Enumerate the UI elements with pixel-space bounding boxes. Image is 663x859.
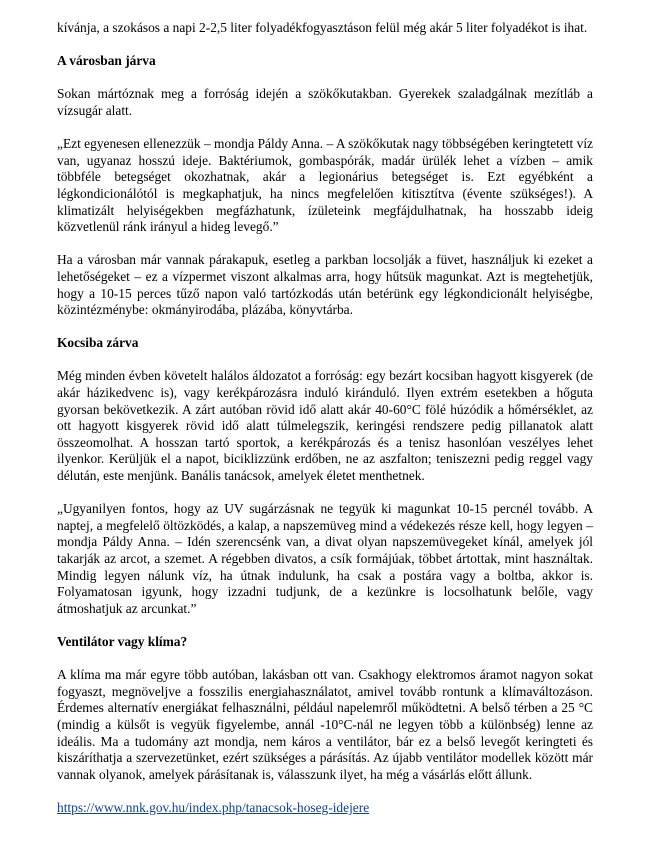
document-page xyxy=(57,20,593,833)
fan-paragraph-1: A klíma ma már egyre több autóban, lakásban ott van. Csakhogy elektromos áramot nagyon sokat fogyaszt, megnöveljve a fosszilis energiahasználatot, amivel tovább rontunk a klímaváltozáson. Érdemes alternatív energiákat felhasználni, például napelemről működtetni. A belső térben a 25 °C (mindig a külsőt is vegyük figyelembe, annál -10°C-nál ne legyen több a különbség) lenne az ideális. Ma a tudomány azt mondja, nem káros a ventilátor, bár ez a belső levegőt keringteti és kiszáríthatja a szervezetünket, ezért szükséges a párásítás. Az újabb ventilátor modellek között már vannak olyanok, amelyek párásítanak is, válasszunk ilyet, ha még a vásárlás előtt állunk. xyxy=(57,667,593,782)
car-paragraph-1: Még minden évben követelt halálos áldozatot a forróság: egy bezárt kocsiban hagyott kisgyerek (de akár házikedvenc is), vagy kerékpározásra induló kiránduló. Ilyen extrém esetekben a hőguta gyorsan bekövetkezik. A zárt autóban rövid idő alatt akár 40-60°C fölé húzódik a hőmérséklet, az ott hagyott kisgyerek rövid idő alatt túlmelegszik, keringési rendszere pedig pillanatok alatt összeomolhat. A hosszan tartó sportok, a kerékpározás és a tenisz hasonlóan veszélyes lehet ilyenkor. Kerüljük el a napot, biciklizzünk erdőben, ne az aszfalton; teniszezni pedig reggel vagy délután, este menjünk. Banális tanácsok, amelyek életet menthetnek. xyxy=(57,368,593,484)
city-paragraph-1: Sokan mártóznak meg a forróság idején a szökőkutakban. Gyerekek szaladgálnak mezítláb a vízsugár alatt. xyxy=(57,86,593,118)
section-heading-fan: Ventilátor vagy klíma? xyxy=(57,633,188,649)
intro-paragraph: kívánja, a szokásos a napi 2-2,5 liter folyadékfogyasztáson felül még akár 5 liter folyadékot is ihat. xyxy=(57,20,588,35)
section-heading-city: A városban járva xyxy=(57,53,156,69)
city-paragraph-3: Ha a városban már vannak párakapuk, esetleg a parkban locsolják a füvet, használjuk ki ezeket a lehetőségeket – ez a vízpermet viszont alkalmas arra, hogy hűtsük magunkat. Azt is megtehetjük, hogy a 10-15 perces tűző napon való tartózkodás után betérünk egy légkondicionált helyiségbe, közintézménybe: okmányirodába, plázába, könyvtárba. xyxy=(57,252,593,318)
source-line xyxy=(57,800,593,817)
car-paragraph-2-quote: „Ugyanilyen fontos, hogy az UV sugárzásnak ne tegyük ki magunkat 10-15 percnél tovább. A naptej, a megfelelő öltözködés, a kalap, a napszemüveg mind a védekezés része kell, hogy legyen – mondja Páldy Anna. – Idén szerencsénk van, a divat olyan napszemüvegeket kínál, amelyek jól takarják az arcot, a szemet. A régebben divatos, a csík formájúak, többet ártottak, mint használtak. Mindig legyen nálunk víz, ha útnak indulunk, ha csak a postára vagy a boltba, akkor is. Folyamatosan igyunk, hogy izzadni tudjunk, de a kezünkre is locsolhatunk belőle, vagy átmoshatjuk az arcunkat.” xyxy=(57,501,593,616)
section-heading-car: Kocsiba zárva xyxy=(57,335,139,351)
source-link[interactable]: https://www.nnk.gov.hu/index.php/tanacsok-hoseg-idejere xyxy=(57,799,370,815)
city-paragraph-2-quote: „Ezt egyenesen ellenezzük – mondja Páldy Anna. – A szökőkutak nagy többségében keringtetett víz van, ugyanaz hosszú ideje. Baktériumok, gombaspórák, madár ürülék lehet a vízben – amik többféle betegséget okozhatnak, akár a legionárius betegséget is. Ezt egyébként a légkondicionálótól is megkaphatjuk, ha nincs megfelelően kitisztítva (évente szükséges!). A klimatizált helyiségekben megfázhatunk, ízületeink megfájdulhatnak, ha hosszabb ideig közvetlenül ránk irányul a hideg levegő.” xyxy=(57,136,593,235)
